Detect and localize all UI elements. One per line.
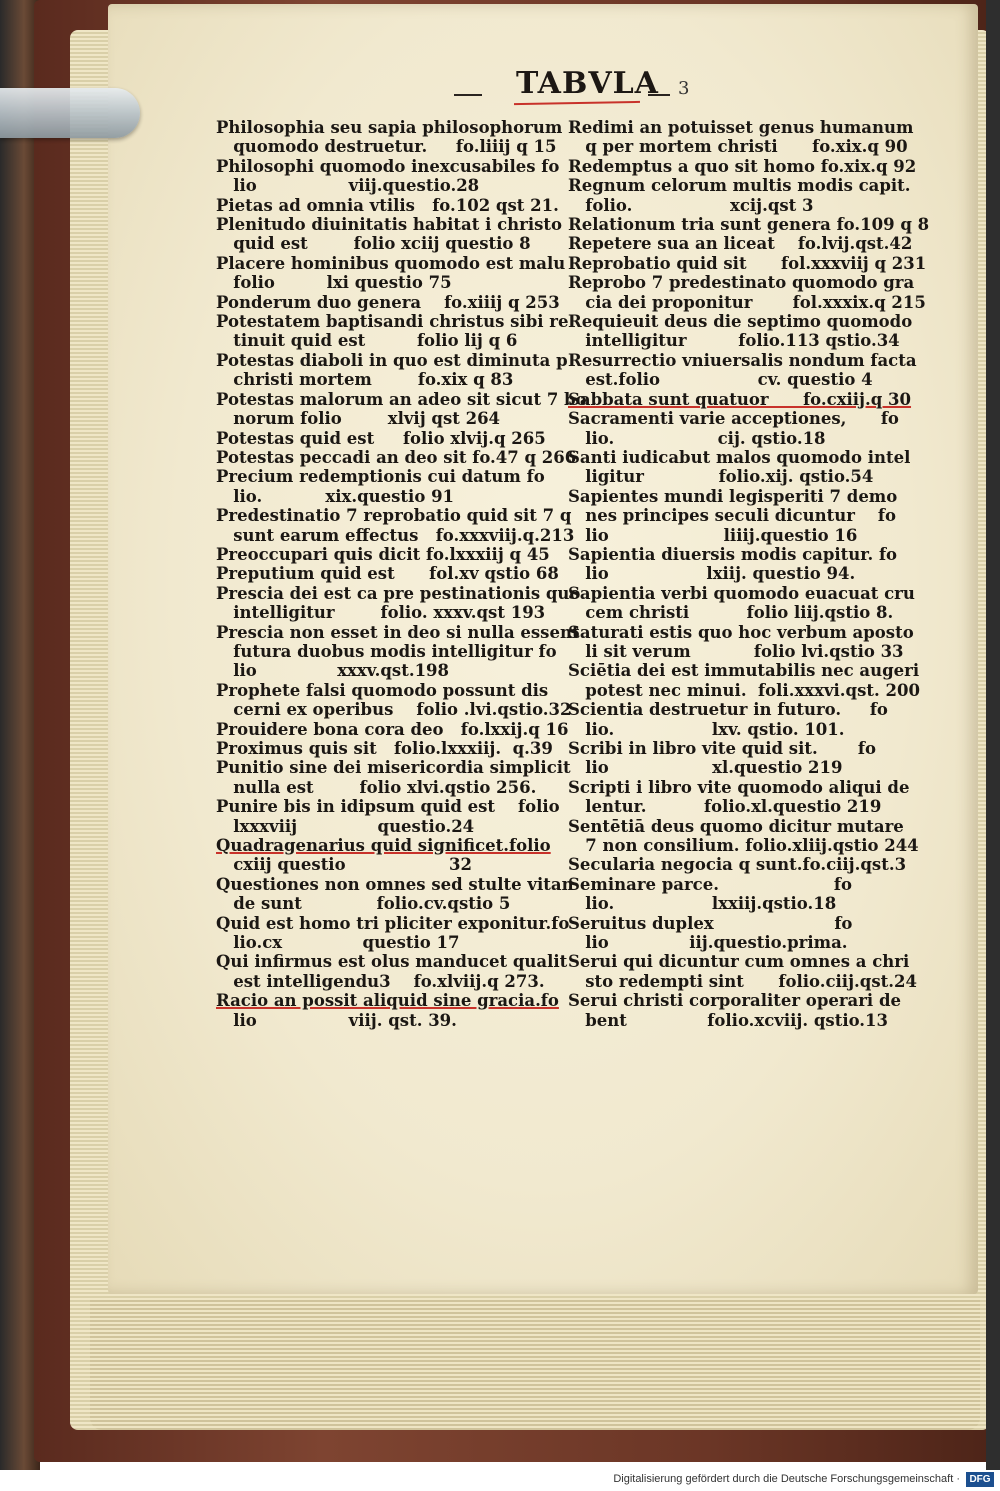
index-entry-line [568,370,912,389]
index-entry-line [568,680,920,700]
page-stack-bottom [90,1300,980,1430]
index-entry-line [216,817,566,836]
index-entry-line [216,778,566,797]
index-column-left [216,118,587,1030]
index-entry-line [568,176,912,195]
right-edge [986,0,1000,1470]
index-entry-text: cem christi folio liij.qstio 8. [568,603,894,623]
index-entry-text: cia dei proponitur fol.xxxix.q 215 [568,292,926,312]
index-entry-line [568,292,926,312]
index-entry-text: Prescia dei est ca pre pestinationis quo [216,583,581,603]
index-entry-line [568,739,912,758]
index-entry-text: bent folio.xcviij. qstio.13 [568,1010,889,1030]
index-entry-line [216,487,566,506]
index-entry-text: quid est folio xciij questio 8 [216,234,531,254]
dfg-logo: DFG [966,1472,994,1487]
index-entry-line [216,273,566,292]
index-entry-line [216,506,572,526]
index-entry-line [216,681,566,700]
index-entry-line [568,991,912,1010]
index-entry-text: Sentētiā deus quomo dicitur mutare [568,816,904,836]
index-entry-line [568,933,912,952]
index-entry-line [216,312,569,332]
index-entry-text: Preputium quid est fol.xv qstio 68 [216,564,559,584]
index-entry-text: Scientia destruetur in futuro. fo [568,700,888,720]
index-entry-text: lio liiij.questio 16 [568,525,858,545]
index-entry-line [216,797,566,816]
index-entry-line [216,293,566,312]
index-entry-text: Quid est homo tri pliciter exponitur.fo [216,913,570,933]
index-entry-line [216,370,566,389]
index-entry-line [568,914,912,933]
index-entry-line [216,1011,566,1030]
index-entry-text: Redimi an potuisset genus humanum [568,118,914,137]
index-entry-text: Secularia negocia q sunt.fo.ciij.qst.3 [568,855,907,875]
index-entry-text: Preoccupari quis dicit fo.lxxxiij q 45 [216,544,550,564]
index-entry-line [568,700,912,719]
index-entry-text: Precium redemptionis cui datum fo [216,467,545,487]
index-entry-text: Saturati estis quo hoc verbum aposto [568,622,914,642]
index-entry-line [568,875,912,894]
index-entry-text: li sit verum folio lvi.qstio 33 [568,641,904,661]
index-entry-line [568,623,912,642]
index-entry-line [216,622,580,642]
index-entry-text: Redemptus a quo sit homo fo.xix.q 92 [568,156,917,176]
index-entry-line [216,739,566,758]
index-entry-text: Ponderum duo genera fo.xiiij q 253 [216,292,560,312]
index-entry-text: Scribi in libro vite quid sit. fo [568,739,877,758]
index-entry-line [568,564,912,583]
index-entry-line [568,390,912,409]
index-entry-line [568,350,917,370]
index-entry-text: folio lxi questio 75 [216,273,452,293]
index-entry-line [216,913,570,933]
index-entry-text: Scripti i libro vite quomodo aliqui de [568,777,910,797]
index-entry-line [216,758,571,778]
index-entry-text: Potestatem baptisandi christus sibi re [216,312,569,332]
index-entry-line [568,778,912,797]
index-entry-text: lio iij.questio.prima. [568,933,848,953]
index-entry-line [216,661,566,680]
index-entry-text: Questiones non omnes sed stulte vitan [216,874,574,894]
index-entry-text: Plenitudo diuinitatis habitat i christo [216,215,563,235]
header-dash-left [454,94,482,96]
index-entry-line [216,583,581,603]
index-entry-text: lio. xix.questio 91 [216,486,455,506]
index-entry-text: lio xl.questio 219 [568,758,843,778]
index-entry-line [568,971,917,991]
index-entry-text: Sapientia verbi quomodo euacuat cru [568,583,915,603]
index-entry-text: cxiij questio 32 [216,855,472,875]
index-entry-text: Reprobo 7 predestinato quomodo gra [568,273,915,293]
index-entry-text: cerni ex operibus folio .lvi.qstio.32 [216,700,572,720]
index-entry-text: Racio an possit aliquid sine gracia.fo [216,991,559,1011]
index-entry-text: Philosophia seu sapia philosophorum [216,118,563,137]
index-entry-text: est.folio cv. questio 4 [568,370,873,390]
index-entry-line [568,583,915,603]
index-entry-line [568,409,912,428]
index-entry-line [568,506,912,525]
index-entry-line [216,874,574,894]
index-entry-line [216,157,566,176]
index-entry-text: Potestas quid est folio xlvij.q 265 [216,428,546,448]
index-entry-line [216,137,566,156]
index-entry-text: Pietas ad omnia vtilis fo.102 qst 21. [216,195,559,215]
index-entry-line [216,564,566,583]
index-entry-text: Sabbata sunt quatuor fo.cxiij.q 30 [568,389,912,409]
index-entry-line [568,312,912,331]
index-entry-text: ligitur folio.xij. qstio.54 [568,467,874,487]
index-entry-text: christi mortem fo.xix q 83 [216,370,514,390]
index-entry-line [568,836,919,856]
page-title: TABVLA [516,66,659,101]
index-entry-line [568,855,912,874]
index-entry-text: folio. xcij.qst 3 [568,195,814,215]
index-entry-text: lio. cij. qstio.18 [568,428,826,448]
footer-bar [0,1470,1000,1491]
index-entry-line [568,545,912,564]
index-entry-text: Regnum celorum multis modis capit. [568,176,911,196]
index-entry-line [568,156,917,176]
index-entry-line [216,254,566,273]
index-entry-line [216,545,566,564]
index-entry-text: Prescia non esset in deo si nulla essent [216,622,580,642]
index-entry-text: norum folio xlvij qst 264 [216,409,501,429]
index-entry-line [216,196,566,215]
index-entry-line [568,758,912,777]
index-entry-text: Resurrectio vniuersalis nondum facta [568,350,917,370]
index-entry-text: Philosophi quomodo inexcusabiles fo [216,156,560,176]
index-entry-line [216,351,566,370]
index-entry-line [568,642,912,661]
index-entry-text: potest nec minui. foli.xxxvi.qst. 200 [568,680,920,700]
index-entry-line [216,700,572,720]
index-entry-text: de sunt folio.cv.qstio 5 [216,894,511,914]
index-entry-text: Sciētia dei est immutabilis nec augeri [568,661,920,681]
index-entry-line [568,429,912,448]
index-entry-line [568,448,912,467]
index-entry-text: Sapientes mundi legisperiti 7 demo [568,486,898,506]
index-entry-text: Seminare parce. fo [568,874,852,894]
index-entry-line [216,467,566,486]
index-entry-line [216,855,566,874]
index-entry-line [216,972,566,991]
index-entry-line [568,118,912,137]
index-entry-line [568,253,927,273]
index-entry-line [216,894,566,913]
index-entry-line [216,836,566,855]
index-entry-text: lio lxiij. questio 94. [568,564,856,584]
index-entry-text: Repetere sua an liceat fo.lvij.qst.42 [568,234,913,254]
index-entry-text: Punire bis in idipsum quid est folio [216,797,560,817]
index-entry-line [568,894,912,913]
index-entry-line [568,331,912,350]
index-entry-text: Serui qui dicuntur cum omnes a chri [568,952,910,972]
index-entry-text: Prophete falsi quomodo possunt dis [216,680,549,700]
index-entry-line [568,603,912,622]
index-entry-text: Santi iudicabut malos quomodo intel [568,447,911,467]
index-entry-line [568,137,912,156]
index-entry-line [568,817,912,836]
index-entry-text: sto redempti sint folio.ciij.qst.24 [568,971,917,991]
index-entry-text: futura duobus modis intelligitur fo [216,641,557,661]
index-entry-line [216,991,566,1010]
index-entry-line [568,467,912,486]
index-entry-line [568,487,912,506]
index-entry-text: Potestas malorum an adeo sit sicut 7 bo [216,389,587,409]
index-entry-line [568,526,912,545]
index-entry-text: Relationum tria sunt genera fo.109 q 8 [568,215,930,235]
index-entry-text: Punitio sine dei misericordia simplicit [216,758,571,778]
index-entry-line [216,525,575,545]
index-entry-text: q per mortem christi fo.xix.q 90 [568,137,908,157]
index-entry-text: Proximus quis sit folio.lxxxiij. q.39 [216,739,553,758]
index-entry-line [568,234,912,253]
index-entry-line [216,429,566,448]
index-entry-text: lxxxviij questio.24 [216,816,475,836]
index-entry-text: Seruitus duplex fo [568,913,853,933]
index-entry-line [568,1011,912,1030]
index-entry-text: Placere hominibus quomodo est malu [216,253,566,273]
index-entry-text: Potestas peccadi an deo sit fo.47 q 266 [216,447,577,467]
index-entry-line [568,797,912,816]
index-entry-text: Sacramenti varie acceptiones, fo [568,409,899,429]
index-entry-line [568,720,912,739]
index-entry-line [568,952,912,971]
index-entry-text: est intelligendu3 fo.xlviij.q 273. [216,971,545,991]
index-entry-line [216,118,566,137]
index-entry-text: intelligitur folio. xxxv.qst 193 [216,603,546,623]
index-entry-text: Prouidere bona cora deo fo.lxxij.q 16 [216,719,569,739]
index-entry-text: lio xxxv.qst.198 [216,661,450,681]
index-entry-text: lio viij.questio.28 [216,176,480,196]
footer-credit: Digitalisierung gefördert durch die Deutsche Forschungsgemeinschaft · [613,1473,960,1485]
index-entry-text: lio. lxv. qstio. 101. [568,719,845,739]
index-entry-text: lio viij. qst. 39. [216,1010,457,1030]
index-entry-text: nulla est folio xlvi.qstio 256. [216,777,537,797]
index-entry-line [216,389,587,409]
index-entry-text: lentur. folio.xl.questio 219 [568,797,882,817]
page-mark: 3 [678,78,690,99]
index-entry-line [216,933,566,952]
index-entry-text: Qui infirmus est olus manducet qualit [216,952,568,972]
index-entry-line [216,719,569,739]
index-entry-text: lio. lxxiij.qstio.18 [568,894,837,914]
index-entry-text: Potestas diaboli in quo est diminuta p [216,350,568,370]
glass-weight [0,88,140,138]
index-entry-text: quomodo destruetur. fo.liiij q 15 [216,137,557,157]
index-entry-text: Quadragenarius quid significet.folio [216,836,551,856]
index-entry-line [216,331,566,350]
index-entry-text: Reprobatio quid sit fol.xxxviij q 231 [568,253,927,273]
index-entry-line [568,196,912,215]
index-entry-text: Sapientia diuersis modis capitur. fo [568,544,898,564]
index-entry-line [568,273,915,293]
index-entry-line [216,603,566,622]
index-entry-line [216,176,566,195]
index-entry-line [216,409,566,428]
index-entry-line [216,952,566,971]
index-entry-text: nes principes seculi dicuntur fo [568,506,896,526]
index-entry-text: Requieuit deus die septimo quomodo [568,312,913,332]
index-entry-line [216,447,577,467]
index-entry-text: 7 non consilium. folio.xliij.qstio 244 [568,836,919,856]
index-entry-text: Predestinatio 7 reprobatio quid sit 7 q [216,506,572,526]
index-entry-line [216,234,566,253]
index-entry-line [216,215,566,234]
index-entry-line [216,642,566,661]
index-entry-text: Serui christi corporaliter operari de [568,991,901,1011]
index-entry-line [568,215,930,235]
index-entry-line [568,661,920,681]
index-entry-text: sunt earum effectus fo.xxxviij.q.213 [216,525,575,545]
index-entry-text: tinuit quid est folio lij q 6 [216,331,518,351]
index-column-right [568,118,930,1030]
index-entry-text: lio.cx questio 17 [216,933,460,953]
index-entry-text: intelligitur folio.113 qstio.34 [568,331,900,351]
